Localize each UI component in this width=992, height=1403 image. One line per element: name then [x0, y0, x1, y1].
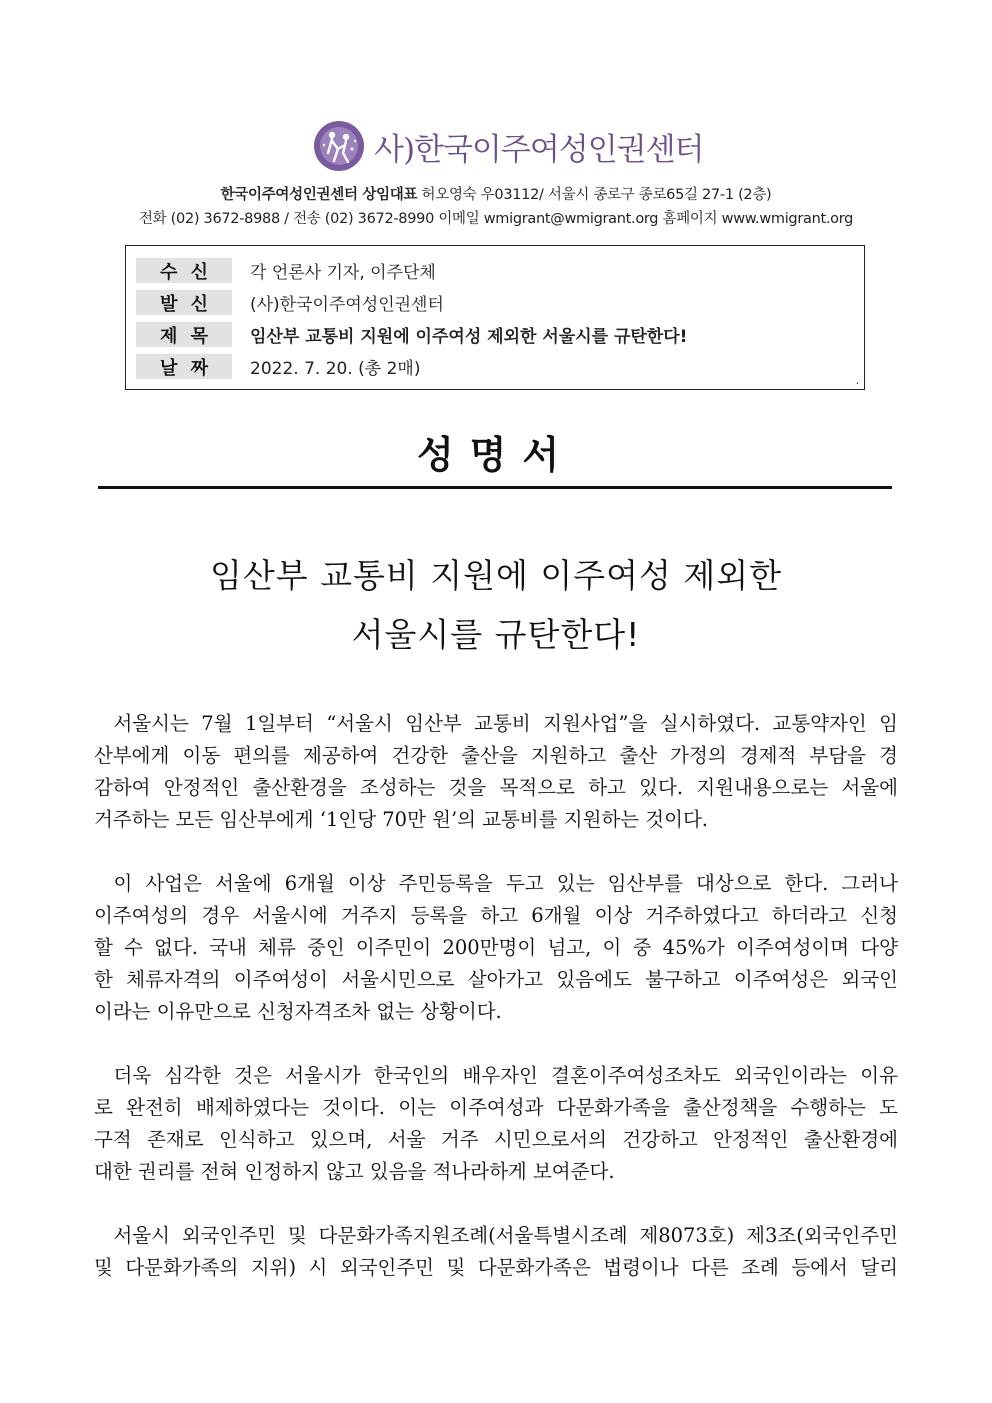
paragraph-line: 이라는 이유만으로 신청자격조차 없는 상황이다. [94, 1000, 502, 1023]
paragraph-line: 할 수 없다. 국내 체류 중인 이주민이 200만명이 넘고, 이 중 45%가 이주여성이며 다양 [94, 936, 898, 959]
label-char: 발 [160, 293, 178, 315]
box-dot: . [855, 376, 859, 387]
paragraph-line: 대한 권리를 전혀 인정하지 않고 있음을 적나라하게 보여준다. [94, 1160, 615, 1183]
org-logo [312, 118, 704, 174]
label-char: 짜 [190, 357, 208, 379]
label-char: 목 [190, 325, 208, 347]
org-emblem-icon [312, 119, 366, 173]
info-label [136, 354, 232, 379]
address-line-2: 전화 (02) 3672-8988 / 전송 (02) 3672-8990 이메일 wmigrant@wmigrant.org 홈페이지 www.wmigrant.org [138, 211, 854, 227]
paragraph-2 [94, 868, 898, 1028]
org-logo-text: 사)한국이주여성인권센터 [374, 131, 704, 168]
info-box [125, 245, 865, 390]
paragraph-3 [94, 1060, 898, 1188]
paragraph-line: 및 다문화가족의 지위) 시 외국인주민 및 다문화가족은 법령이나 다른 조례 등에서 달리 [94, 1256, 898, 1279]
info-value: (사)한국이주여성인권센터 [250, 295, 444, 315]
info-value: 각 언론사 기자, 이주단체 [250, 263, 436, 283]
paragraph-line: 산부에게 이동 편의를 제공하여 건강한 출산을 지원하고 출산 가정의 경제적 부담을 경 [94, 744, 898, 767]
info-label [136, 258, 232, 283]
paragraph-line: 한 체류자격의 이주여성이 서울시민으로 살아가고 있음에도 불구하고 이주여성은 외국인 [94, 968, 898, 991]
paragraph-4 [94, 1220, 898, 1284]
paragraph-line: 이 사업은 서울에 6개월 이상 주민등록을 두고 있는 임산부를 대상으로 한다. 그러나 [94, 872, 898, 895]
title-divider [98, 486, 892, 489]
paragraph-line: 이주여성의 경우 서울시에 거주지 등록을 하고 6개월 이상 거주하였다고 하더라고 신청 [94, 904, 898, 927]
label-char: 날 [160, 357, 178, 379]
paragraph-line: 거주하는 모든 임산부에게 ‘1인당 70만 원’의 교통비를 지원하는 것이다. [94, 808, 709, 831]
headline-line-1: 임산부 교통비 지원에 이주여성 제외한 [209, 556, 782, 595]
info-label [136, 290, 232, 315]
paragraph-line: 서울시는 7월 1일부터 “서울시 임산부 교통비 지원사업”을 실시하였다. 교통약자인 임 [94, 712, 898, 735]
label-char: 신 [190, 261, 208, 283]
address-line-1 [0, 183, 992, 204]
info-label [136, 322, 232, 347]
paragraph-line: 더욱 심각한 것은 서울시가 한국인의 배우자인 결혼이주여성조차도 외국인이라는 이유 [94, 1064, 898, 1087]
label-char: 수 [160, 261, 178, 283]
info-value: 임산부 교통비 지원에 이주여성 제외한 서울시를 규탄한다! [250, 327, 688, 347]
paragraph-line: 구적 존재로 인식하고 있으며, 서울 거주 시민으로서의 건강하고 안정적인 출산환경에 [94, 1128, 898, 1151]
info-row-subject [136, 322, 687, 347]
document-title: 성명서 [416, 432, 576, 477]
paragraph-line: 서울시 외국인주민 및 다문화가족지원조례(서울특별시조례 제8073호) 제3조(외국인주민 [94, 1224, 898, 1247]
address-representative: 한국이주여성인권센터 상임대표 [220, 187, 418, 203]
paragraph-line: 감하여 안정적인 출산환경을 조성하는 것을 목적으로 하고 있다. 지원내용으로는 서울에 [94, 776, 898, 799]
headline-line-2: 서울시를 규탄한다! [351, 615, 641, 654]
info-value: 2022. 7. 20. (총 2매) [250, 359, 421, 379]
paragraph-line: 로 완전히 배제하였다는 것이다. 이는 이주여성과 다문화가족을 출산정책을 수행하는 도 [94, 1096, 898, 1119]
paragraph-1 [94, 708, 898, 836]
address-detail: 허오영숙 우03112/ 서울시 종로구 종로65길 27-1 (2층) [421, 187, 772, 203]
info-row-sender [136, 290, 444, 315]
info-row-recipient [136, 258, 436, 283]
label-char: 제 [160, 325, 178, 347]
info-row-date [136, 354, 420, 379]
label-char: 신 [190, 293, 208, 315]
